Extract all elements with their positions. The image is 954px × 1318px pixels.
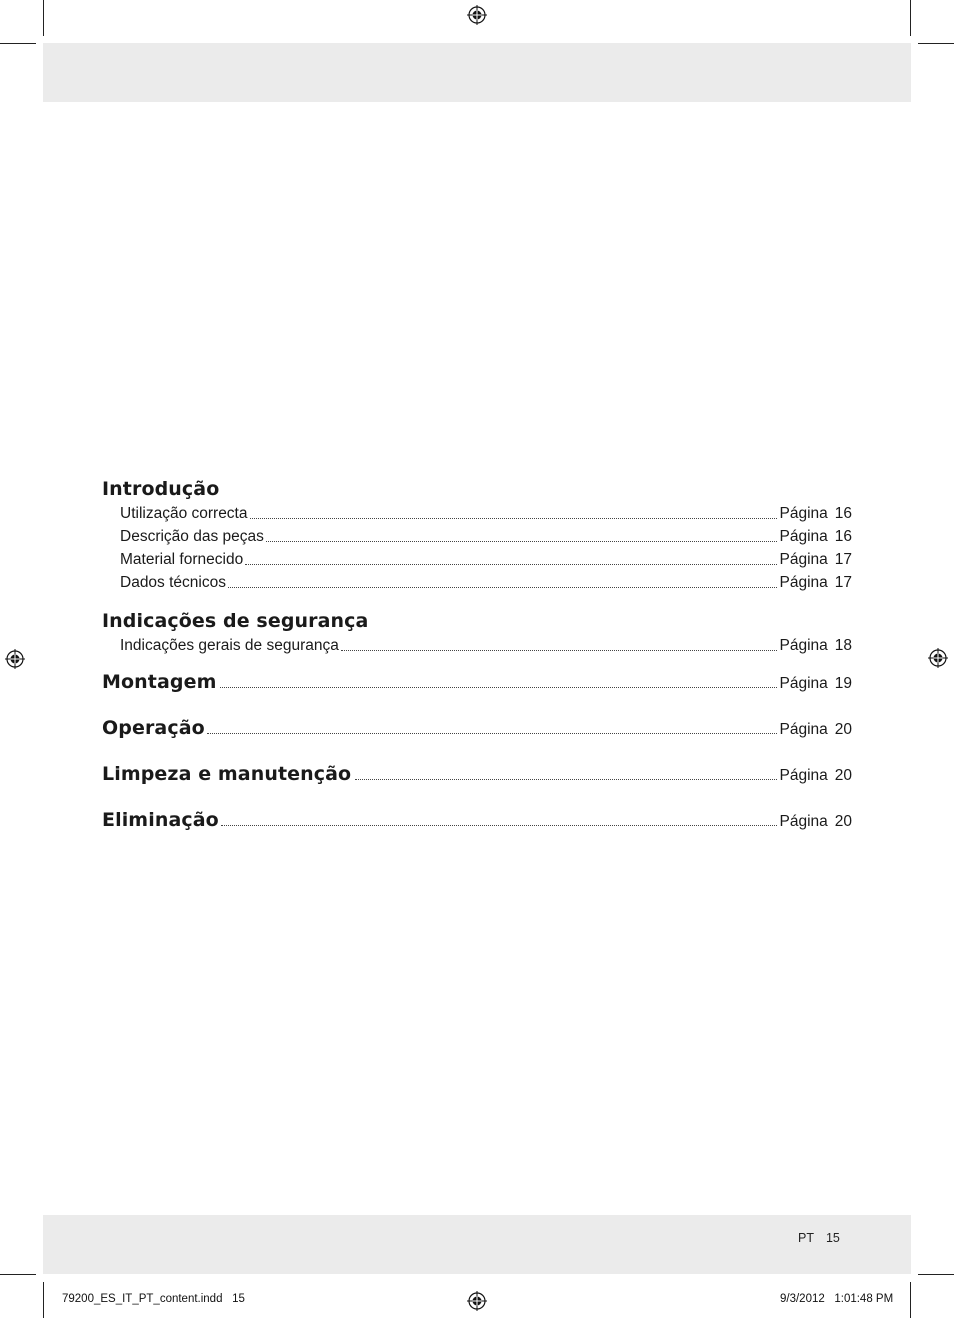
toc-main-entry[interactable] [102,751,852,797]
footer-band [43,1215,911,1274]
registration-mark-icon [928,648,948,668]
entry-label: Descrição das peças [120,528,264,545]
section-title: Limpeza e manutenção [102,763,352,785]
entry-label: Utilização correcta [120,505,248,522]
page-ref: Página 18 [779,637,852,654]
leader-dots [341,649,778,651]
section-title: Eliminação [102,809,219,831]
entry-label: Indicações gerais de segurança [120,637,339,654]
leader-dots [207,732,778,734]
leader-dots [221,824,778,826]
crop-mark-bottom-right-vertical [910,1282,911,1318]
crop-mark-top-right-horizontal [918,43,954,44]
section-title: Indicações de segurança [102,610,369,632]
page-ref: Página 17 [779,551,852,568]
table-of-contents [102,476,852,843]
footer-page-label [798,1231,840,1245]
page-ref: Página 16 [779,528,852,545]
leader-dots [355,778,777,780]
page-ref: Página 16 [779,505,852,522]
toc-entry[interactable] [102,502,852,525]
entry-label: Dados técnicos [120,574,226,591]
toc-entry[interactable] [102,634,852,657]
language-code: PT [798,1231,814,1245]
toc-main-entry[interactable] [102,797,852,843]
crop-mark-top-left-vertical [43,0,44,36]
toc-section [102,608,852,657]
toc-entry[interactable] [102,571,852,594]
page-ref: Página 17 [779,574,852,591]
section-title: Introdução [102,478,220,500]
crop-mark-top-left-horizontal [0,43,36,44]
slug-datetime: 9/3/2012 1:01:48 PM [780,1293,894,1305]
toc-main-entry[interactable] [102,659,852,705]
page-ref: Página 19 [779,675,852,692]
toc-section [102,476,852,594]
registration-mark-icon [5,649,25,669]
page-ref: Página 20 [779,721,852,738]
page-ref: Página 20 [779,767,852,784]
leader-dots [245,563,777,565]
leader-dots [228,586,778,588]
leader-dots [250,517,778,519]
header-band [43,43,911,102]
registration-mark-icon [467,5,487,25]
crop-mark-bottom-left-vertical [43,1282,44,1318]
slug-filename: 79200_ES_IT_PT_content.indd 15 [62,1293,245,1305]
page-ref: Página 20 [779,813,852,830]
crop-mark-bottom-right-horizontal [918,1274,954,1275]
toc-main-entry[interactable] [102,705,852,751]
section-title: Montagem [102,671,217,693]
toc-entry[interactable] [102,548,852,571]
entry-label: Material fornecido [120,551,244,568]
leader-dots [220,686,777,688]
crop-mark-top-right-vertical [910,0,911,36]
toc-entry[interactable] [102,525,852,548]
leader-dots [266,540,778,542]
page-number: 15 [825,1231,840,1245]
registration-mark-icon [467,1291,487,1311]
crop-mark-bottom-left-horizontal [0,1274,36,1275]
section-title: Operação [102,717,205,739]
